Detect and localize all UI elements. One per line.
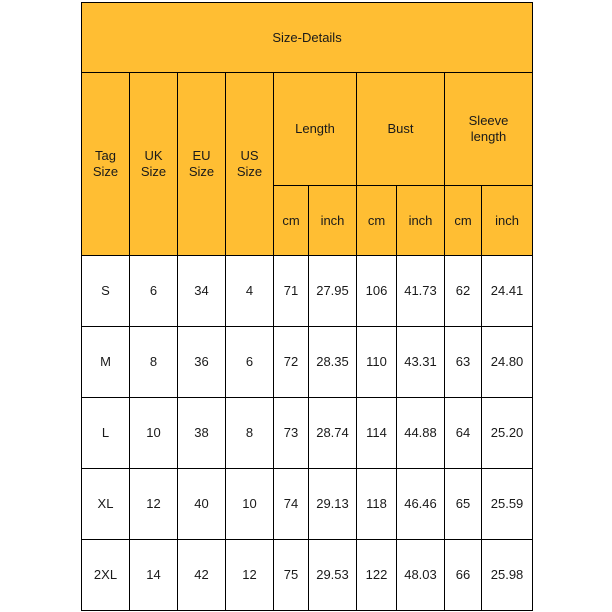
- size-details-table: [81, 2, 533, 611]
- cell-length-cm: 71: [274, 256, 309, 327]
- cell-eu-size: 36: [178, 327, 226, 398]
- table-row: [82, 256, 533, 327]
- cell-tag-size: 2XL: [82, 540, 130, 611]
- cell-length-cm: 75: [274, 540, 309, 611]
- cell-bust-cm: 106: [357, 256, 397, 327]
- cell-bust-inch: 41.73: [397, 256, 445, 327]
- table-row: [82, 327, 533, 398]
- cell-sleeve-inch: 24.41: [482, 256, 533, 327]
- cell-sleeve-cm: 62: [445, 256, 482, 327]
- cell-sleeve-cm: 64: [445, 398, 482, 469]
- header-tag-size: Tag Size: [82, 73, 130, 256]
- cell-bust-inch: 48.03: [397, 540, 445, 611]
- cell-length-inch: 29.53: [309, 540, 357, 611]
- cell-tag-size: M: [82, 327, 130, 398]
- cell-sleeve-inch: 25.59: [482, 469, 533, 540]
- table-row: [82, 398, 533, 469]
- header-bust: Bust: [357, 73, 445, 186]
- cell-bust-cm: 114: [357, 398, 397, 469]
- cell-sleeve-inch: 24.80: [482, 327, 533, 398]
- cell-eu-size: 38: [178, 398, 226, 469]
- cell-length-inch: 27.95: [309, 256, 357, 327]
- cell-us-size: 10: [226, 469, 274, 540]
- cell-uk-size: 12: [130, 469, 178, 540]
- cell-uk-size: 6: [130, 256, 178, 327]
- cell-sleeve-inch: 25.98: [482, 540, 533, 611]
- cell-length-cm: 73: [274, 398, 309, 469]
- subheader-length-cm: cm: [274, 186, 309, 256]
- cell-eu-size: 42: [178, 540, 226, 611]
- cell-eu-size: 40: [178, 469, 226, 540]
- subheader-bust-cm: cm: [357, 186, 397, 256]
- cell-length-inch: 28.35: [309, 327, 357, 398]
- cell-bust-cm: 110: [357, 327, 397, 398]
- cell-length-cm: 72: [274, 327, 309, 398]
- cell-tag-size: L: [82, 398, 130, 469]
- cell-sleeve-cm: 65: [445, 469, 482, 540]
- cell-sleeve-cm: 63: [445, 327, 482, 398]
- cell-sleeve-inch: 25.20: [482, 398, 533, 469]
- cell-uk-size: 14: [130, 540, 178, 611]
- header-length: Length: [274, 73, 357, 186]
- cell-tag-size: S: [82, 256, 130, 327]
- header-sleeve-length: Sleeve length: [445, 73, 533, 186]
- cell-uk-size: 10: [130, 398, 178, 469]
- cell-us-size: 8: [226, 398, 274, 469]
- cell-us-size: 4: [226, 256, 274, 327]
- cell-bust-cm: 118: [357, 469, 397, 540]
- cell-length-cm: 74: [274, 469, 309, 540]
- cell-bust-inch: 46.46: [397, 469, 445, 540]
- table-row: [82, 469, 533, 540]
- table-title: Size-Details: [82, 3, 533, 73]
- cell-us-size: 12: [226, 540, 274, 611]
- header-us-size: US Size: [226, 73, 274, 256]
- cell-uk-size: 8: [130, 327, 178, 398]
- cell-bust-inch: 43.31: [397, 327, 445, 398]
- subheader-length-inch: inch: [309, 186, 357, 256]
- table-row: [82, 540, 533, 611]
- cell-bust-cm: 122: [357, 540, 397, 611]
- cell-us-size: 6: [226, 327, 274, 398]
- subheader-bust-inch: inch: [397, 186, 445, 256]
- header-eu-size: EU Size: [178, 73, 226, 256]
- cell-eu-size: 34: [178, 256, 226, 327]
- cell-tag-size: XL: [82, 469, 130, 540]
- subheader-sleeve-cm: cm: [445, 186, 482, 256]
- cell-length-inch: 29.13: [309, 469, 357, 540]
- subheader-sleeve-inch: inch: [482, 186, 533, 256]
- header-uk-size: UK Size: [130, 73, 178, 256]
- cell-sleeve-cm: 66: [445, 540, 482, 611]
- cell-bust-inch: 44.88: [397, 398, 445, 469]
- cell-length-inch: 28.74: [309, 398, 357, 469]
